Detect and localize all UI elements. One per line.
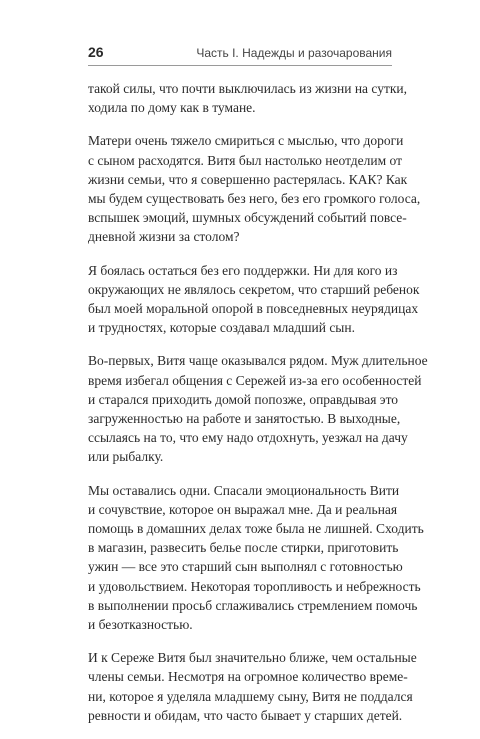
text-line: и безотказностью.	[88, 617, 193, 633]
paragraph	[88, 351, 428, 466]
text-line: помощь в домашних делах тоже была не лишней. Сходить	[88, 521, 424, 537]
text-line: ни, которое я уделяла младшему сыну, Витя не поддался	[88, 688, 413, 704]
text-line: окружающих не являлось секретом, что старший ребенок	[88, 281, 420, 297]
text-line: и сочувствие, которое он выражал мне. Да и реальная	[88, 501, 398, 517]
text-line: Мы оставались одни. Спасали эмоциональность Вити	[88, 482, 400, 498]
text-line: такой силы, что почти выключилась из жизни на сутки,	[88, 81, 408, 96]
text-line: жизни семьи, что я совершенно растерялась. КАК? Как	[88, 171, 408, 187]
text-line: время избегал общения с Сережей из-за его особенностей	[88, 372, 422, 388]
page-header	[88, 44, 392, 62]
text-line: ревности и обидам, что часто бывает у старших детей.	[88, 707, 403, 723]
text-line: И к Сереже Витя был значительно ближе, чем остальные	[88, 650, 417, 666]
text-line: ссылаясь на то, что ему надо отдохнуть, уезжал на дачу	[88, 430, 408, 446]
text-line: загруженностью на работе и занятостью. В выходные,	[88, 411, 401, 427]
text-line: мы будем существовать без него, без его громкого голоса,	[88, 191, 421, 207]
text-line: вспышек эмоций, шумных обсуждений событий повсе-	[88, 210, 407, 226]
text-line: был моей моральной опорой в повседневных неурядицах	[88, 301, 419, 317]
page-number: 26	[88, 44, 104, 60]
text-line: или рыбалку.	[88, 449, 164, 465]
paragraph	[88, 648, 417, 725]
text-line: дневной жизни за столом?	[88, 229, 240, 245]
paragraph	[88, 481, 424, 635]
header-rule	[88, 65, 392, 66]
text-line: члены семьи. Несмотря на огромное количество време-	[88, 669, 408, 685]
text-line: Во-первых, Витя чаще оказывался рядом. Муж длительное	[88, 353, 428, 369]
text-line: и удовольствием. Некоторая торопливость и небрежность	[88, 578, 421, 594]
text-line: и трудностях, которые создавал младший сын.	[88, 320, 355, 336]
text-line: в выполнении просьб сглаживались стремлением помочь	[88, 597, 418, 613]
text-line: в магазин, развесить белье после стирки, приготовить	[88, 540, 399, 556]
text-line: Я боялась остаться без его поддержки. Ни для кого из	[88, 262, 398, 278]
text-line: и старался приходить домой попозже, оправдывая это	[88, 391, 399, 407]
paragraph	[88, 79, 408, 117]
text-line: Матери очень тяжело смириться с мыслью, что дороги	[88, 133, 404, 149]
text-line: ходила по дому как в тумане.	[88, 100, 256, 116]
running-title: Часть I. Надежды и разочарования	[196, 46, 392, 60]
paragraph	[88, 131, 421, 246]
paragraph	[88, 261, 420, 338]
text-line: с сыном расходятся. Витя был настолько неотделим от	[88, 152, 403, 168]
text-line: ужин — все это старший сын выполнял с готовностью	[88, 559, 403, 575]
body-text	[88, 79, 428, 739]
